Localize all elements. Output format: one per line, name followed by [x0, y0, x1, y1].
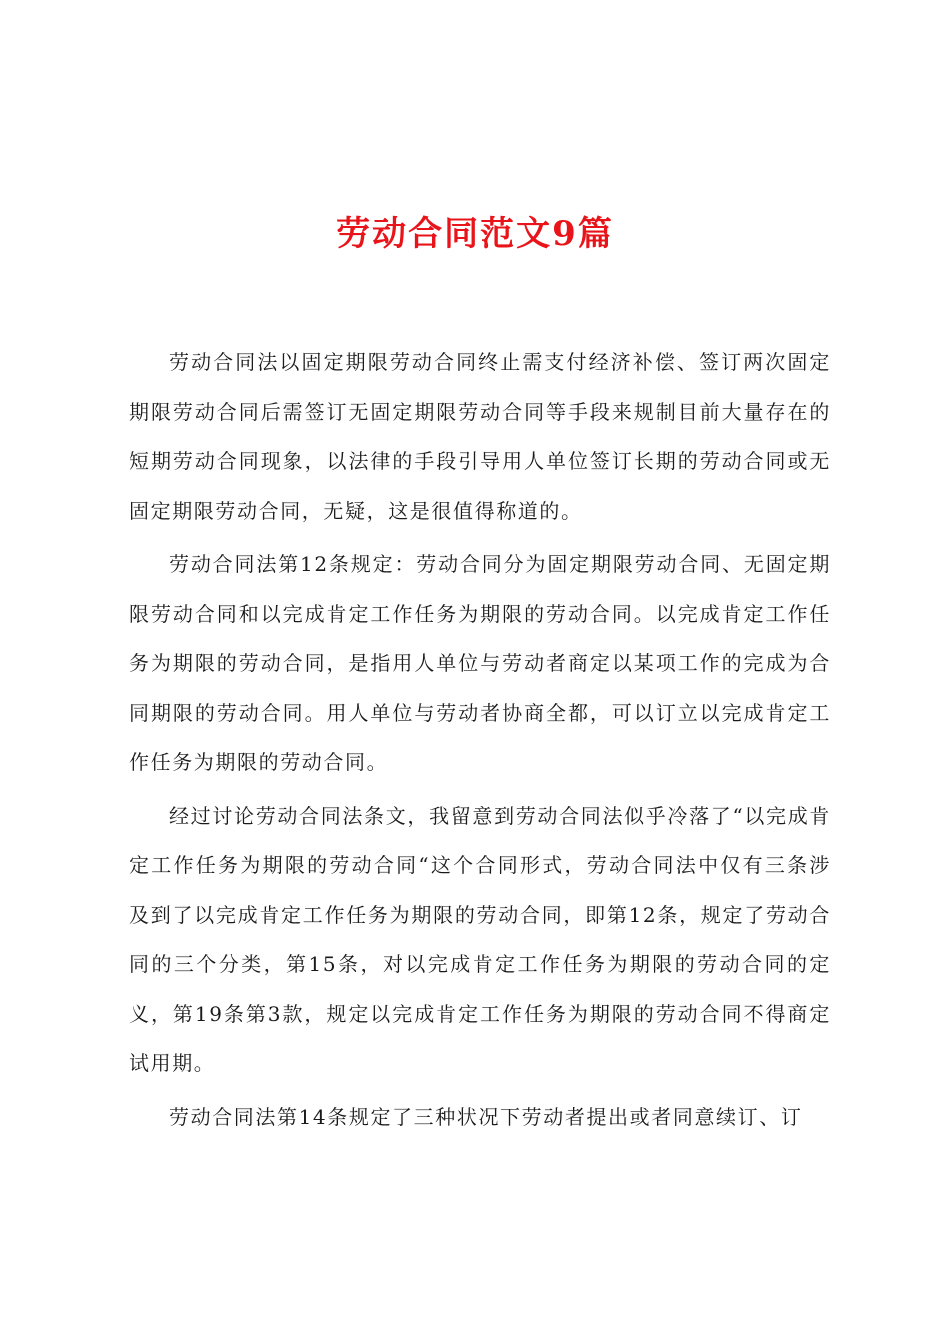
paragraph-3: 经过讨论劳动合同法条文，我留意到劳动合同法似乎冷落了“以完成肯定工作任务为期限的劳动合同“这个合同形式，劳动合同法中仅有三条涉及到了以完成肯定工作任务为期限的劳动合同，即第12条，规定了劳动合同的三个分类，第15条，对以完成肯定工作任务为期限的劳动合同的定义，第19条第3款，规定以完成肯定工作任务为期限的劳动合同不得商定试用期。 — [129, 803, 831, 1075]
paragraph-2: 劳动合同法第12条规定：劳动合同分为固定期限劳动合同、无固定期限劳动合同和以完成肯定工作任务为期限的劳动合同。以完成肯定工作任务为期限的劳动合同，是指用人单位与劳动者商定以某项工作的完成为合同期限的劳动合同。用人单位与劳动者协商全都，可以订立以完成肯定工作任务为期限的劳动合同。 — [129, 552, 831, 774]
paragraph-1: 劳动合同法以固定期限劳动合同终止需支付经济补偿、签订两次固定期限劳动合同后需签订无固定期限劳动合同等手段来规制目前大量存在的短期劳动合同现象，以法律的手段引导用人单位签订长期的劳动合同或无固定期限劳动合同，无疑，这是很值得称道的。 — [129, 350, 831, 523]
document-title: 劳动合同范文9篇 — [336, 214, 614, 254]
document-body — [129, 338, 831, 1146]
paragraph-4: 劳动合同法第14条规定了三种状况下劳动者提出或者同意续订、订 — [169, 1104, 803, 1129]
